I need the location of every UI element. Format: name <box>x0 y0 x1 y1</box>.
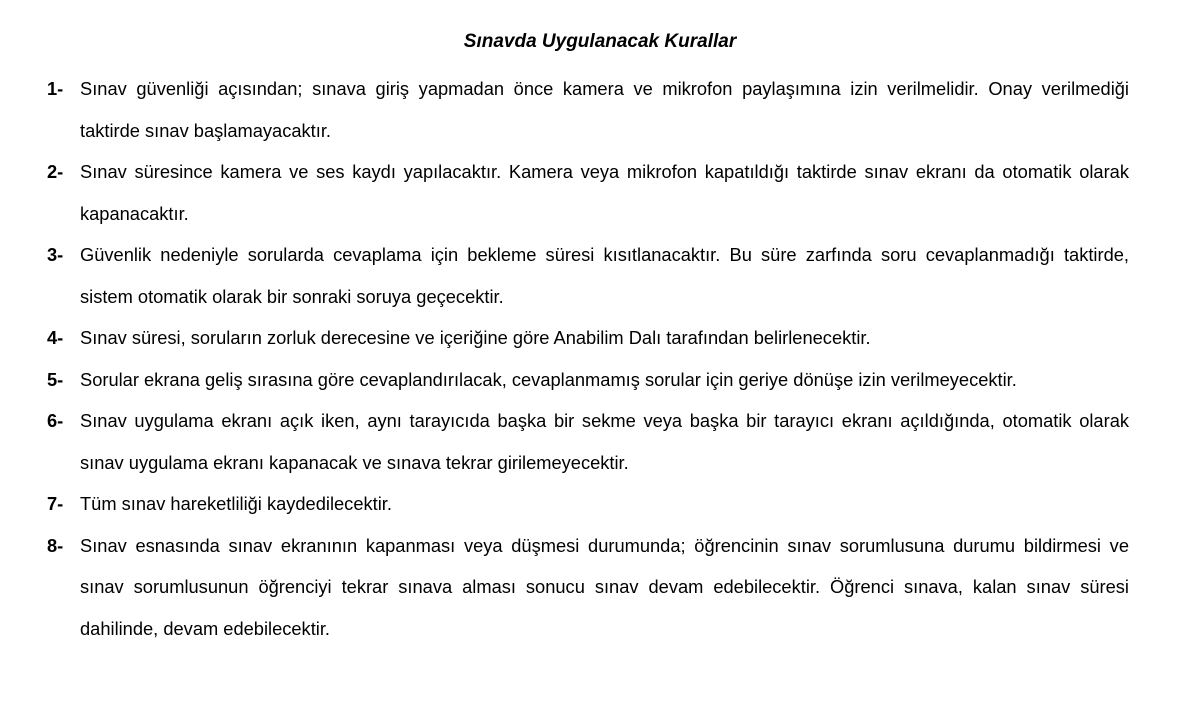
rule-text: Sınav süresi, soruların zorluk derecesine ve içeriğine göre Anabilim Dalı tarafından belirlenecektir. <box>80 327 871 348</box>
rule-item-8 <box>47 525 1129 650</box>
rule-number: 2- <box>47 161 64 182</box>
rule-item-3 <box>47 234 1129 317</box>
rule-number: 8- <box>47 534 64 556</box>
rule-text: Sorular ekrana geliş sırasına göre cevaplandırılacak, cevaplanmamış sorular için geriye dönüşe izin verilmeyecektir. <box>80 368 1017 390</box>
rule-item-6 <box>47 400 1129 483</box>
rule-item-4 <box>47 317 1129 359</box>
rule-number: 6- <box>47 410 64 431</box>
rule-item-2 <box>47 151 1129 234</box>
document-title: Sınavda Uygulanacak Kurallar <box>463 31 737 52</box>
rule-text: Sınav esnasında sınav ekranının kapanması veya düşmesi durumunda; öğrencinin sınav sorumlusuna durumu bildirmesi ve sınav sorumlusunun öğrenciyi tekrar sınava alması sonucu sınav devam edebilecektir. Öğrenci sınava, kalan sınav süresi dahilinde, devam edebilecektir. <box>80 534 1129 639</box>
rule-number: 4- <box>47 327 64 348</box>
rules-list <box>47 68 1129 649</box>
rule-text: Tüm sınav hareketliliği kaydedilecektir. <box>80 493 392 514</box>
rule-item-7 <box>47 483 1129 525</box>
rule-number: 1- <box>47 78 64 99</box>
rule-text: Sınav süresince kamera ve ses kaydı yapılacaktır. Kamera veya mikrofon kapatıldığı taktirde sınav ekranı da otomatik olarak kapanacaktır. <box>80 161 1129 224</box>
rule-number: 5- <box>47 368 64 390</box>
rule-text: Sınav uygulama ekranı açık iken, aynı tarayıcıda başka bir sekme veya başka bir tarayıcı ekranı açıldığında, otomatik olarak sınav uygulama ekranı kapanacak ve sınava tekrar girilemeyecektir. <box>80 410 1129 473</box>
rule-item-1 <box>47 68 1129 151</box>
rule-number: 3- <box>47 244 64 265</box>
rule-item-5 <box>47 359 1129 401</box>
rule-number: 7- <box>47 493 64 514</box>
rule-text: Sınav güvenliği açısından; sınava giriş yapmadan önce kamera ve mikrofon paylaşımına izin verilmelidir. Onay verilmediği taktirde sınav başlamayacaktır. <box>80 78 1129 141</box>
rule-text: Güvenlik nedeniyle sorularda cevaplama için bekleme süresi kısıtlanacaktır. Bu süre zarfında soru cevaplanmadığı taktirde, sistem otomatik olarak bir sonraki soruya geçecektir. <box>80 244 1129 307</box>
